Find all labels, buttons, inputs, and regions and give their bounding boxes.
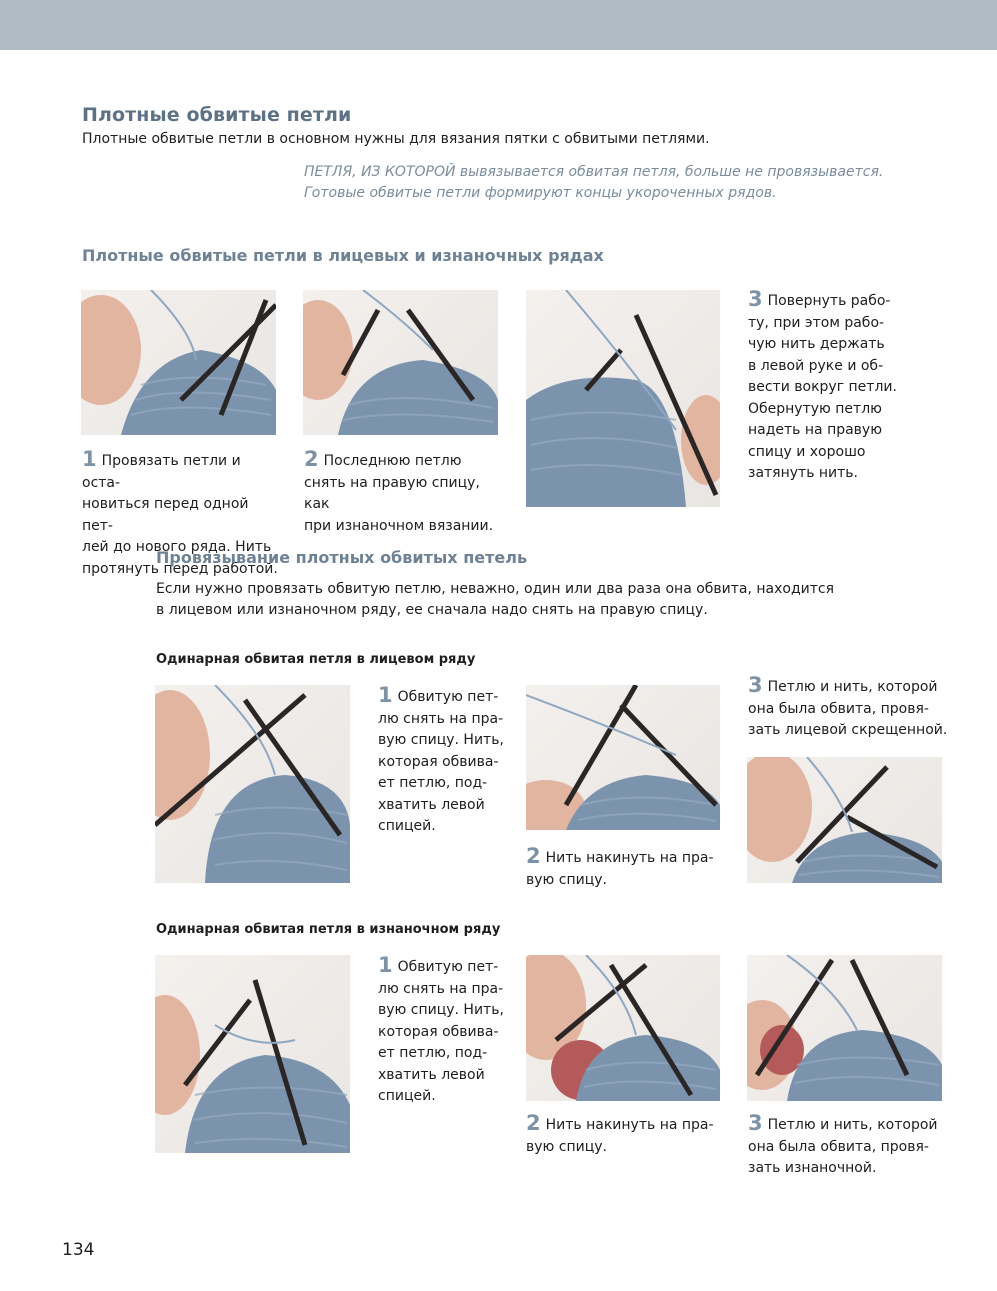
step-line: вую спицу. Нить, xyxy=(378,732,504,748)
step-line: затянуть нить. xyxy=(748,465,859,481)
para-line: в лицевом или изнаночном ряду, ее сначала надо снять на правую спицу. xyxy=(156,602,708,618)
knitting-photo xyxy=(747,757,942,883)
note-line: ПЕТЛЯ, ИЗ КОТОРОЙ вывязывается обвитая петля, больше не провязывается. xyxy=(304,164,884,180)
knitting-photo xyxy=(747,955,942,1101)
step-line: зать лицевой скрещенной. xyxy=(748,722,948,738)
photo-purl-step2 xyxy=(526,955,720,1101)
step-line: вую спицу. xyxy=(526,871,607,888)
step-line: спицу и хорошо xyxy=(748,443,866,460)
step-line: надеть на правую xyxy=(748,422,883,438)
photo-purl-step3 xyxy=(747,955,942,1101)
section2-paragraph xyxy=(156,579,856,621)
photo-knit-step2 xyxy=(526,685,720,830)
step-line: Обвитую пет- xyxy=(397,959,499,975)
step-line: которая обвива- xyxy=(378,753,499,770)
step-line: зать изнаночной. xyxy=(748,1160,877,1176)
step-line: лю снять на пра- xyxy=(378,710,504,727)
knitting-photo xyxy=(81,290,276,435)
step-line: Обвитую пет- xyxy=(397,689,499,705)
step-line: чую нить держать xyxy=(748,336,885,352)
knit-row-heading: Одинарная обвитая петля в лицевом ряду xyxy=(156,652,476,667)
step-line: ет петлю, под- xyxy=(378,1045,488,1061)
step-line: Нить накинуть на пра- xyxy=(545,1117,714,1133)
step-line: новиться перед одной пет- xyxy=(82,496,249,534)
step-line: Провязать петли и оста- xyxy=(82,453,241,491)
knitting-photo xyxy=(526,955,720,1101)
knitting-photo xyxy=(303,290,498,435)
step-line: Последнюю петлю xyxy=(323,453,462,469)
step-number: 3 xyxy=(748,287,763,311)
step-purl-2 xyxy=(526,1113,726,1158)
knitting-photo xyxy=(155,685,350,883)
step-line: она была обвита, провя- xyxy=(748,700,929,717)
step-line: Петлю и нить, которой xyxy=(767,679,938,695)
step-line: протянуть перед работой. xyxy=(82,560,278,577)
page-number: 134 xyxy=(62,1240,95,1260)
step-line: вую спицу. xyxy=(526,1138,607,1155)
step-line: вую спицу. Нить, xyxy=(378,1002,504,1018)
step-line: спицей. xyxy=(378,818,436,834)
photo-knit-step1 xyxy=(155,685,350,883)
photo-s1-step1 xyxy=(81,290,276,435)
step-number: 2 xyxy=(526,1111,541,1135)
step-number: 3 xyxy=(748,673,763,697)
knitting-photo xyxy=(526,290,720,507)
step-knit-2 xyxy=(526,846,726,891)
purl-row-heading: Одинарная обвитая петля в изнаночном ряду xyxy=(156,922,501,937)
note-block xyxy=(304,162,924,204)
header-bar xyxy=(0,0,997,50)
step-line: хватить левой xyxy=(378,796,485,813)
page-title: Плотные обвитые петли xyxy=(82,104,352,126)
knitting-photo xyxy=(526,685,720,830)
step-line: которая обвива- xyxy=(378,1023,499,1040)
step-line: Обернутую петлю xyxy=(748,400,882,417)
step-line: она была обвита, провя- xyxy=(748,1138,929,1155)
step-line: вести вокруг петли. xyxy=(748,379,897,395)
step-number: 2 xyxy=(304,447,319,471)
photo-knit-step3 xyxy=(747,757,942,883)
step-knit-3 xyxy=(748,675,968,742)
step-s1-2 xyxy=(304,449,509,537)
photo-purl-step1 xyxy=(155,955,350,1153)
note-line: Готовые обвитые петли формируют концы укороченных рядов. xyxy=(304,185,777,201)
knitting-photo xyxy=(155,955,350,1153)
step-line: ет петлю, под- xyxy=(378,775,488,791)
step-line: при изнаночном вязании. xyxy=(304,517,494,534)
section2-heading: Провязывание плотных обвитых петель xyxy=(156,548,528,567)
step-line: снять на правую спицу, как xyxy=(304,474,480,512)
photo-s1-step3 xyxy=(526,290,720,507)
step-purl-1 xyxy=(378,955,518,1108)
step-number: 3 xyxy=(748,1111,763,1135)
step-line: Петлю и нить, которой xyxy=(767,1117,938,1133)
step-purl-3 xyxy=(748,1113,968,1180)
step-number: 2 xyxy=(526,844,541,868)
step-s1-3 xyxy=(748,289,918,485)
para-line: Если нужно провязать обвитую петлю, неважно, один или два раза она обвита, находится xyxy=(156,581,835,597)
step-line: лю снять на пра- xyxy=(378,980,504,997)
step-line: Повернуть рабо- xyxy=(767,293,891,309)
intro-text: Плотные обвитые петли в основном нужны для вязания пятки с обвитыми петлями. xyxy=(82,131,710,147)
step-number: 1 xyxy=(378,683,393,707)
step-line: Нить накинуть на пра- xyxy=(545,850,714,866)
step-line: лей до нового ряда. Нить xyxy=(82,539,272,555)
photo-s1-step2 xyxy=(303,290,498,435)
step-number: 1 xyxy=(82,447,97,471)
step-number: 1 xyxy=(378,953,393,977)
step-knit-1 xyxy=(378,685,518,838)
section1-heading: Плотные обвитые петли в лицевых и изнаночных рядах xyxy=(82,246,604,265)
step-line: ту, при этом рабо- xyxy=(748,314,885,331)
step-line: хватить левой xyxy=(378,1066,485,1083)
step-line: в левой руке и об- xyxy=(748,357,884,374)
step-line: спицей. xyxy=(378,1088,436,1104)
